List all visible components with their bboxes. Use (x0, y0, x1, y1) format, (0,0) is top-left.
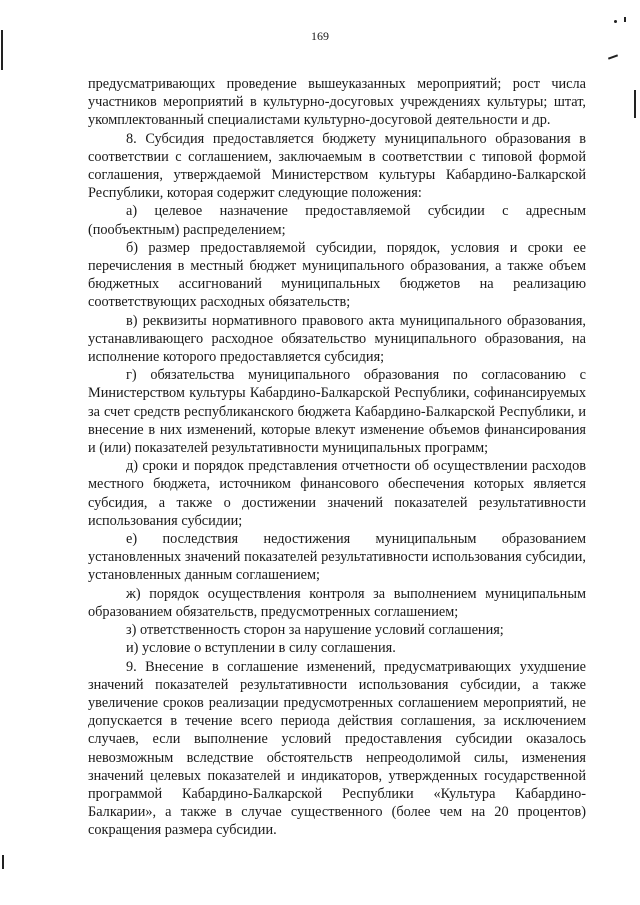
list-item-a: а) целевое назначение предоставляемой субсидии с адресным (пообъектным) распределением; (88, 203, 586, 238)
list-item-g: г) обязательства муниципального образования по согласованию с Министерством культуры Кабардино-Балкарской Республики, софинансируемых за счет средств республиканского бюджета Кабардино-Балкарской Республики, и внесение в них изменений, которые влекут изменение объемов финансирования и (или) показателей результативности муниципальных программ; (88, 367, 586, 457)
paragraph-8: 8. Субсидия предоставляется бюджету муниципального образования в соответствии с соглашением, заключаемым в соответствии с типовой формой соглашения, утверждаемой Министерством культуры Кабардино-Балкарской Республики, которая содержит следующие положения: (88, 130, 586, 202)
scan-edge-mark-right (634, 90, 636, 118)
paragraph-continuation: предусматривающих проведение вышеуказанных мероприятий; рост числа участников мероприятий в культурно-досуговых учреждениях культуры; штат, укомплектованный специалистами культурно-досуговой деятельности и др. (88, 76, 586, 129)
scan-dot-right-2 (624, 17, 626, 22)
list-item-d: д) сроки и порядок представления отчетности об осуществлении расходов местного бюджета, источником финансового обеспечения которых является субсидия, а также о достижении значений показателей результативности использования субсидии; (88, 458, 586, 529)
document-body (88, 75, 586, 840)
list-item-b: б) размер предоставляемой субсидии, порядок, условия и сроки ее перечисления в местный бюджет муниципального образования, а также объем бюджетных ассигнований муниципальных бюджетов на реализацию соответствующих расходных обязательств; (88, 239, 586, 311)
page-number: 169 (311, 29, 329, 43)
paragraph-9: 9. Внесение в соглашение изменений, предусматривающих ухудшение значений показателей результативности использования субсидии, а также увеличение сроков реализации предусмотренных соглашением мероприятий, не допускается в течение всего периода действия соглашения, за исключением случаев, если выполнение условий предоставления субсидии оказалось невозможным вследствие обстоятельств непреодолимой силы, изменения значений целевых показателей и индикаторов, утвержденных государственной программой Кабардино-Балкарской Республики «Культура Кабардино-Балкарии», а также в случае существенного (более чем на 20 процентов) сокращения размера субсидии. (88, 658, 586, 839)
scan-edge-mark-left-bottom (2, 855, 4, 869)
list-item-v: в) реквизиты нормативного правового акта муниципального образования, устанавливающего расходное обязательство муниципального образования, на исполнение которого предоставляется субсидия; (88, 312, 586, 366)
list-item-i: и) условие о вступлении в силу соглашения. (126, 640, 396, 657)
list-item-e: е) последствия недостижения муниципальным образованием установленных значений показателей результативности использования субсидии, установленных данным соглашением; (88, 531, 586, 584)
list-item-z: з) ответственность сторон за нарушение условий соглашения; (126, 622, 504, 639)
list-item-zh: ж) порядок осуществления контроля за выполнением муниципальным образованием обязательств, предусмотренных соглашением; (88, 585, 586, 620)
scan-dot-right (614, 20, 617, 23)
scan-tick-right (608, 54, 618, 59)
scan-edge-mark-left-top (1, 30, 3, 70)
